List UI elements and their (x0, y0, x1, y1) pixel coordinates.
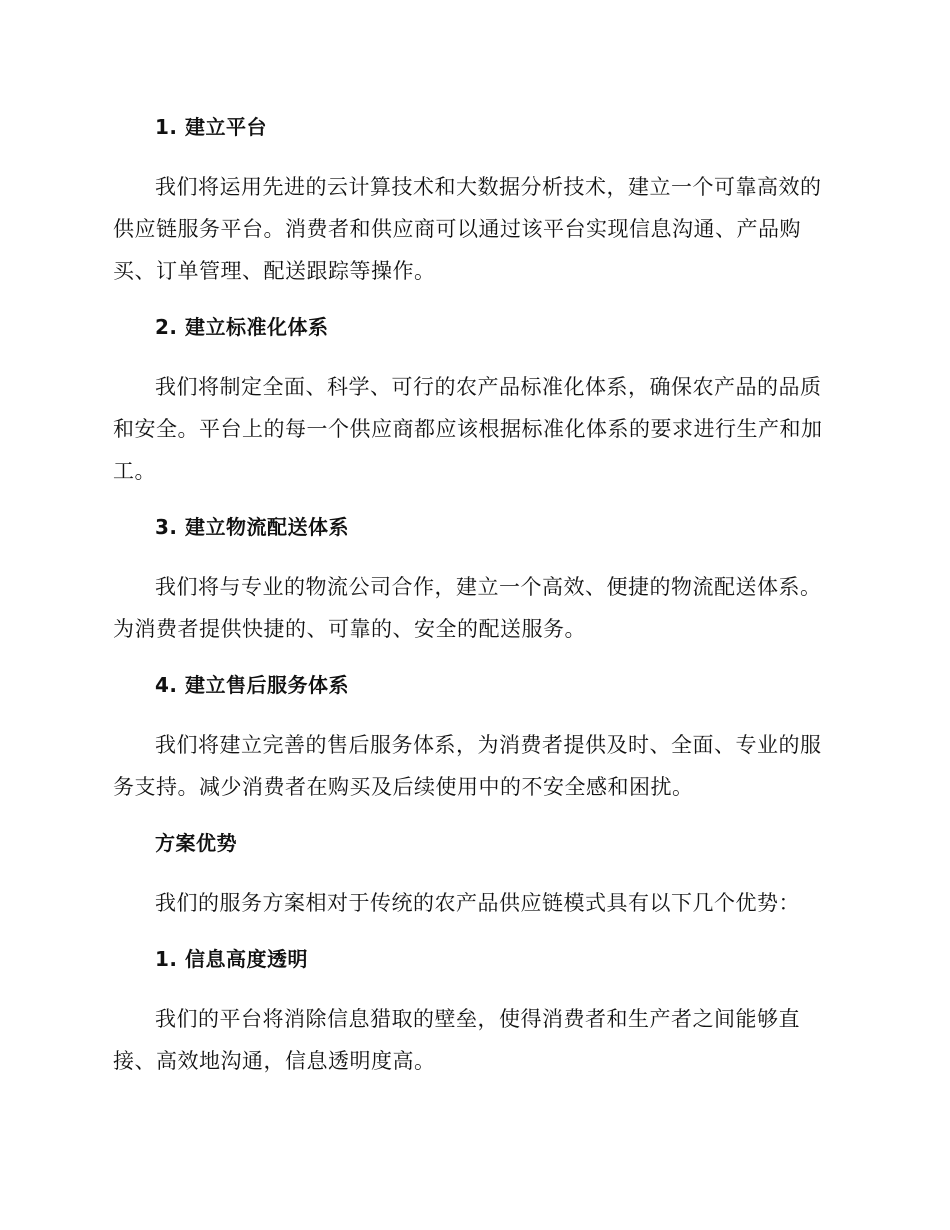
section-body-advantages: 我们的服务方案相对于传统的农产品供应链模式具有以下几个优势： (155, 891, 800, 915)
section-heading-standardization: 2. 建立标准化体系 (155, 315, 329, 339)
section-heading-after-sales: 4. 建立售后服务体系 (155, 673, 349, 697)
document-page (113, 110, 835, 1082)
section-body-transparency: 我们的平台将消除信息猎取的壁垒，使得消费者和生产者之间能够直接、高效地沟通，信息透明度高。 (113, 1007, 800, 1073)
section-heading-transparency: 1. 信息高度透明 (155, 947, 308, 971)
section-body-standardization: 我们将制定全面、科学、可行的农产品标准化体系，确保农产品的品质和安全。平台上的每一个供应商都应该根据标准化体系的要求进行生产和加工。 (113, 375, 823, 483)
section-heading-advantages: 方案优势 (155, 831, 237, 855)
section-body-platform: 我们将运用先进的云计算技术和大数据分析技术，建立一个可靠高效的供应链服务平台。消费者和供应商可以通过该平台实现信息沟通、产品购买、订单管理、配送跟踪等操作。 (113, 175, 822, 283)
section-heading-platform: 1. 建立平台 (155, 115, 267, 139)
section-body-after-sales: 我们将建立完善的售后服务体系，为消费者提供及时、全面、专业的服务支持。减少消费者在购买及后续使用中的不安全感和困扰。 (113, 733, 822, 799)
section-body-logistics: 我们将与专业的物流公司合作，建立一个高效、便捷的物流配送体系。为消费者提供快捷的、可靠的、安全的配送服务。 (113, 575, 822, 641)
section-heading-logistics: 3. 建立物流配送体系 (155, 515, 349, 539)
